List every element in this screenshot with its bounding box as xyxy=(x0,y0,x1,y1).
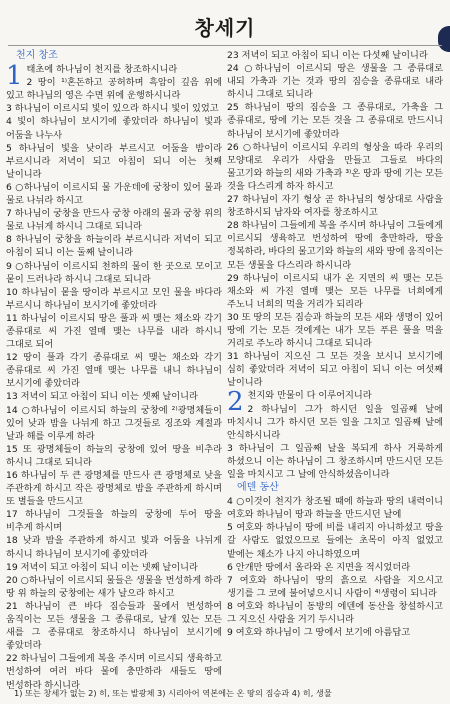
verse: 6 안개만 땅에서 올라와 온 지면을 적시었더라 xyxy=(227,561,411,573)
verse: 30 또 땅의 모든 짐승과 하늘의 모든 새와 생명이 있어 땅에 기는 모든 것에게는 내가 모든 푸른 풀을 먹을 거리로 주노라 하시니 그대로 되니라 xyxy=(227,311,443,350)
verse: 4 ○이것이 천지가 창조될 때에 하늘과 땅의 내력이니 여호와 하나님이 땅과 하늘을 만드시던 날에 xyxy=(227,496,443,521)
chapter-number-2: 2 xyxy=(227,387,244,418)
verse: 4 빛이 하나님이 보시기에 좋았더라 하나님이 빛과 어둠을 나누사 xyxy=(6,116,222,141)
verse: 25 하나님이 땅의 짐승을 그 종류대로, 가축을 그 종류대로, 땅에 기는 모든 것을 그 종류대로 만드시니 하나님이 보시기에 좋았더라 xyxy=(227,102,443,140)
verse: 8 하나님이 궁창을 하늘이라 부르시니라 저녁이 되고 아침이 되니 이는 둘째 날이니라 xyxy=(6,234,222,259)
footnotes: 1) 또는 창세가 없는 2) 히, 또는 발광체 3) 시리아어 역본에는 온 땅의 짐승과 4) 히, 생물 xyxy=(14,688,332,698)
left-column xyxy=(6,49,222,692)
verse: 16 하나님이 두 큰 광명체를 만드사 큰 광명체로 낮을 주관하게 하시고 작은 광명체로 밤을 주관하게 하시며 또 별들을 만드시고 xyxy=(6,470,222,508)
verse: 12 땅이 풀과 각기 종류대로 씨 맺는 채소와 각기 종류대로 씨 가진 열매 맺는 나무를 내니 하나님이 보시기에 좋았더라 xyxy=(6,352,222,390)
verse: 천지와 만물이 다 이루어지니라 xyxy=(247,390,372,402)
verse: 27 하나님이 자기 형상 곧 하나님의 형상대로 사람을 창조하시되 남자와 여자를 창조하시고 xyxy=(227,194,443,219)
verse: 26 ○하나님이 이르시되 우리의 형상을 따라 우리의 모양대로 우리가 사람을 만들고 그들로 바다의 물고기와 하늘의 새와 가축과 ³⁾온 땅과 땅에 기는 모든 것을 다스리게 하자 하시고 xyxy=(227,141,443,192)
header-rule xyxy=(8,45,442,46)
verse: 3 하나님이 이르시되 빛이 있으라 하시니 빛이 있었고 xyxy=(6,103,219,115)
right-verse-list-a xyxy=(227,49,443,389)
verse: 17 하나님이 그것들을 하늘의 궁창에 두어 땅을 비추게 하시며 xyxy=(6,509,222,534)
verse: 14 ○하나님이 이르시되 하늘의 궁창에 ²⁾광명체들이 있어 낮과 밤을 나뉘게 하고 그것들로 징조와 계절과 날과 해를 이루게 하라 xyxy=(6,404,222,442)
verse: 11 하나님이 이르시되 땅은 풀과 씨 맺는 채소와 각기 종류대로 씨 가진 열매 맺는 나무를 내라 하시니 그대로 되어 xyxy=(6,312,222,351)
verse: 8 여호와 하나님이 동방의 에덴에 동산을 창설하시고 그 지으신 사람을 거기 두시니라 xyxy=(227,600,443,626)
verse: 7 여호와 하나님이 땅의 흙으로 사람을 지으시고 생기를 그 코에 불어넣으시니 사람이 ⁴⁾생령이 되니라 xyxy=(227,574,443,599)
verse: 5 하나님이 빛을 낮이라 부르시고 어둠을 밤이라 부르시니라 저녁이 되고 아침이 되니 이는 첫째 날이니라 xyxy=(6,142,222,180)
right-verse-list-c xyxy=(227,495,443,639)
right-verse-list-b xyxy=(227,389,443,481)
verse: 19 저녁이 되고 아침이 되니 이는 넷째 날이니라 xyxy=(6,561,198,573)
verse: 21 하나님이 큰 바다 짐승들과 물에서 번성하여 움직이는 모든 생물을 그 종류대로, 날개 있는 모든 새를 그 종류대로 창조하시니 하나님이 보시기에 좋았더라 xyxy=(6,600,222,652)
verse: 2 하나님이 그가 하시던 일을 일곱째 날에 마치시니 그가 하시던 모든 일을 그치고 일곱째 날에 안식하시니라 xyxy=(227,403,443,441)
verse: 29 하나님이 이르시되 내가 온 지면의 씨 맺는 모든 채소와 씨 가진 열매 맺는 모든 나무를 너희에게 주노니 너희의 먹을 거리가 되리라 xyxy=(227,272,443,310)
verse: 28 하나님이 그들에게 복을 주시며 하나님이 그들에게 이르시되 생육하고 번성하여 땅에 충만하라, 땅을 정복하라, 바다의 물고기와 하늘의 새와 땅에 움직이는 모든 생물을 다스리라 하시니라 xyxy=(227,220,443,271)
book-title: 창세기 xyxy=(194,16,256,40)
right-column xyxy=(227,49,443,639)
section-heading-eden: 에덴 동산 xyxy=(237,482,279,494)
verse: 20 ○하나님이 이르시되 물들은 생물을 번성하게 하라 땅 위 하늘의 궁창에는 새가 날으라 하시고 xyxy=(6,574,222,599)
verse: 6 ○하나님이 이르시되 물 가운데에 궁창이 있어 물과 물로 나뉘라 하시고 xyxy=(6,181,222,207)
verse: 7 하나님이 궁창을 만드사 궁창 아래의 물과 궁창 위의 물로 나뉘게 하시니 그대로 되니라 xyxy=(6,208,222,233)
section-heading-creation: 천지 창조 xyxy=(16,50,58,61)
verse: 5 여호와 하나님이 땅에 비를 내리지 아니하셨고 땅을 갈 사람도 없었으므로 들에는 초목이 아직 없었고 밭에는 채소가 나지 아니하였으며 xyxy=(227,522,443,560)
verse: 13 저녁이 되고 아침이 되니 이는 셋째 날이니라 xyxy=(6,391,198,403)
verse: 9 ○하나님이 이르시되 천하의 물이 한 곳으로 모이고 뭍이 드러나라 하시니 그대로 되니라 xyxy=(6,260,222,285)
verse: 3 하나님이 그 일곱째 날을 복되게 하사 거룩하게 하셨으니 이는 하나님이 그 창조하시며 만드시던 모든 일을 마치시고 그 날에 안식하셨음이니라 xyxy=(227,442,443,480)
verse: 9 여호와 하나님이 그 땅에서 보기에 아름답고 xyxy=(227,627,411,639)
verse: 10 하나님이 뭍을 땅이라 부르시고 모인 물을 바다라 부르시니 하나님이 보시기에 좋았더라 xyxy=(6,286,222,311)
verse: 18 낮과 밤을 주관하게 하시고 빛과 어둠을 나뉘게 하시니 하나님이 보시기에 좋았더라 xyxy=(6,535,222,560)
verse: 31 하나님이 지으신 그 모든 것을 보시니 보시기에 심히 좋았더라 저녁이 되고 아침이 되니 이는 여섯째 날이니라 xyxy=(227,351,443,389)
chapter-number-1: 1 xyxy=(6,61,23,92)
left-verse-list xyxy=(6,63,222,692)
verse: 22 하나님이 그들에게 복을 주시며 이르시되 생육하고 번성하여 여러 바다 물에 충만하라 새들도 땅에 번성하라 하시니라 xyxy=(6,653,222,691)
verse: 15 또 광명체들이 하늘의 궁창에 있어 땅을 비추라 하시니 그대로 되니라 xyxy=(6,443,222,468)
verse: 24 ○하나님이 이르시되 땅은 생물을 그 종류대로 내되 가축과 기는 것과 땅의 짐승을 종류대로 내라 하시니 그대로 되니라 xyxy=(227,63,443,101)
verse: 23 저녁이 되고 아침이 되니 이는 다섯째 날이니라 xyxy=(227,50,428,61)
verse: 2 땅이 ¹⁾혼돈하고 공허하며 흑암이 깊음 위에 있고 하나님의 영은 수면 위에 운행하시니라 xyxy=(6,77,222,102)
verse: 태초에 하나님이 천지를 창조하시니라 xyxy=(26,64,178,76)
